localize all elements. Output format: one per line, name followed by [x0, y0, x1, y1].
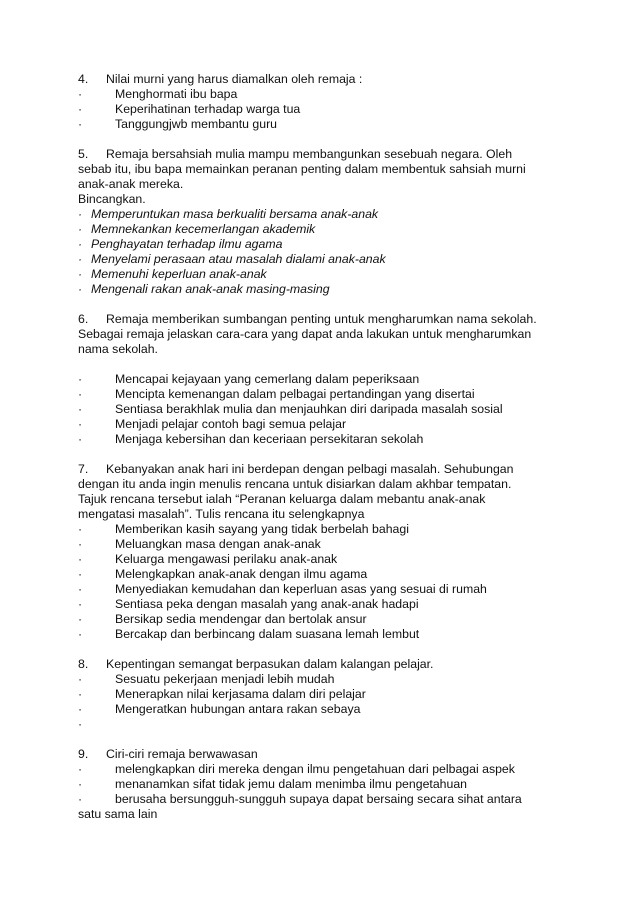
- section-7: [78, 462, 578, 642]
- bullet-icon: ·: [78, 522, 83, 536]
- heading-text: Remaja memberikan sumbangan penting untuk mengharumkan nama sekolah.: [106, 312, 537, 326]
- list-item: [78, 717, 578, 732]
- list-item: · Memberikan kasih sayang yang tidak berbelah bahagi: [78, 522, 409, 536]
- list-item: · menanamkan sifat tidak jemu dalam menimba ilmu pengetahuan: [78, 777, 468, 791]
- bullet-icon: ·: [78, 282, 83, 296]
- section-heading: [78, 72, 578, 87]
- bullet-icon: ·: [78, 417, 83, 431]
- bullet-icon: ·: [78, 702, 83, 716]
- heading-continuation: dengan itu anda ingin menulis rencana untuk disiarkan dalam akhbar tempatan.: [78, 477, 512, 491]
- list-item: · Penghayatan terhadap ilmu agama: [78, 237, 283, 251]
- bullet-icon: ·: [78, 597, 83, 611]
- section-number: 8.: [78, 657, 89, 671]
- list-item: · Menyelami perasaan atau masalah dialami anak-anak: [78, 252, 386, 266]
- section-number: 9.: [78, 747, 89, 761]
- bullet-icon: ·: [78, 102, 83, 116]
- list-item: · Bersikap sedia mendengar dan bertolak ansur: [78, 612, 367, 626]
- list-item: · Memnekankan kecemerlangan akademik: [78, 222, 316, 236]
- item-continuation: satu sama lain: [78, 807, 158, 821]
- list-item: · Menjaga kebersihan dan keceriaan persekitaran sekolah: [78, 432, 424, 446]
- list-item: · Bercakap dan berbincang dalam suasana lemah lembut: [78, 627, 420, 641]
- bullet-icon: ·: [78, 267, 83, 281]
- bullet-icon: ·: [78, 537, 83, 551]
- section-6: [78, 312, 578, 447]
- list-item: · Mencapai kejayaan yang cemerlang dalam peperiksaan: [78, 372, 420, 386]
- list-item: · Sentiasa berakhlak mulia dan menjauhkan diri daripada masalah sosial: [78, 402, 503, 416]
- list-item: · Menjadi pelajar contoh bagi semua pelajar: [78, 417, 347, 431]
- list-item: · Menyediakan kemudahan dan keperluan asas yang sesuai di rumah: [78, 582, 487, 596]
- heading-continuation: Bincangkan.: [78, 192, 146, 206]
- bullet-icon: ·: [78, 567, 83, 581]
- bullet-icon: ·: [78, 792, 83, 806]
- list-item: · berusaha bersungguh-sungguh supaya dapat bersaing secara sihat antara: [78, 792, 522, 806]
- bullet-icon: ·: [78, 612, 83, 626]
- list-item: · Menghormati ibu bapa: [78, 87, 238, 101]
- section-heading: [78, 147, 578, 162]
- list-item: · Melengkapkan anak-anak dengan ilmu agama: [78, 567, 368, 581]
- bullet-icon: ·: [78, 372, 83, 386]
- section-heading: [78, 312, 578, 327]
- list-item: · Keperihatinan terhadap warga tua: [78, 102, 301, 116]
- section-9: [78, 747, 578, 822]
- list-item: · Sentiasa peka dengan masalah yang anak-anak hadapi: [78, 597, 419, 611]
- bullet-icon: ·: [78, 627, 83, 641]
- bullet-icon: ·: [78, 762, 83, 776]
- list-item: · Mengeratkan hubungan antara rakan sebaya: [78, 702, 361, 716]
- list-item: · Memenuhi keperluan anak-anak: [78, 267, 267, 281]
- heading-text: Kepentingan semangat berpasukan dalam kalangan pelajar.: [106, 657, 434, 671]
- bullet-icon: ·: [78, 402, 83, 416]
- bullet-icon: ·: [78, 252, 83, 266]
- bullet-icon: ·: [78, 207, 83, 221]
- list-item: · Sesuatu pekerjaan menjadi lebih mudah: [78, 672, 335, 686]
- bullet-icon: ·: [78, 87, 83, 101]
- heading-continuation: Sebagai remaja jelaskan cara-cara yang dapat anda lakukan untuk mengharumkan: [78, 327, 532, 341]
- heading-text: Remaja bersahsiah mulia mampu membangunkan sesebuah negara. Oleh: [106, 147, 513, 161]
- list-item: · Mencipta kemenangan dalam pelbagai pertandingan yang disertai: [78, 387, 475, 401]
- bullet-icon: ·: [78, 237, 83, 251]
- bullet-icon: ·: [78, 432, 83, 446]
- bullet-icon: ·: [78, 222, 83, 236]
- section-heading: [78, 747, 578, 762]
- section-heading: [78, 462, 578, 477]
- section-4: [78, 72, 578, 132]
- heading-text: Nilai murni yang harus diamalkan oleh remaja :: [106, 72, 363, 86]
- bullet-icon: ·: [78, 777, 83, 791]
- heading-continuation: anak-anak mereka.: [78, 177, 184, 191]
- section-5: [78, 147, 578, 297]
- list-item: · melengkapkan diri mereka dengan ilmu pengetahuan dari pelbagai aspek: [78, 762, 515, 776]
- section-number: 6.: [78, 312, 89, 326]
- heading-text: Kebanyakan anak hari ini berdepan dengan pelbagi masalah. Sehubungan: [106, 462, 514, 476]
- heading-continuation: Tajuk rencana tersebut ialah “Peranan keluarga dalam mebantu anak-anak: [78, 492, 486, 506]
- bullet-icon: ·: [78, 387, 83, 401]
- list-item: · Meluangkan masa dengan anak-anak: [78, 537, 321, 551]
- section-number: 7.: [78, 462, 89, 476]
- heading-text: Ciri-ciri remaja berwawasan: [106, 747, 258, 761]
- heading-continuation: mengatasi masalah”. Tulis rencana itu selengkapnya: [78, 507, 365, 521]
- list-item: · Keluarga mengawasi perilaku anak-anak: [78, 552, 338, 566]
- list-item: · Tanggungjwb membantu guru: [78, 117, 278, 131]
- bullet-icon: ·: [78, 117, 83, 131]
- bullet-icon: ·: [78, 552, 83, 566]
- bullet-icon: ·: [78, 687, 83, 701]
- section-8: [78, 657, 578, 732]
- heading-continuation: sebab itu, ibu bapa memainkan peranan penting dalam membentuk sahsiah murni: [78, 162, 526, 176]
- bullet-icon: ·: [78, 672, 83, 686]
- section-number: 5.: [78, 147, 89, 161]
- heading-continuation: nama sekolah.: [78, 342, 158, 356]
- section-number: 4.: [78, 72, 89, 86]
- list-item: · Mengenali rakan anak-anak masing-masing: [78, 282, 330, 296]
- list-item: · Menerapkan nilai kerjasama dalam diri pelajar: [78, 687, 366, 701]
- document-page: [78, 72, 578, 837]
- bullet-icon: ·: [78, 582, 83, 596]
- list-item: · Memperuntukan masa berkualiti bersama anak-anak: [78, 207, 379, 221]
- bullet-icon: ·: [78, 717, 83, 731]
- section-heading: [78, 657, 578, 672]
